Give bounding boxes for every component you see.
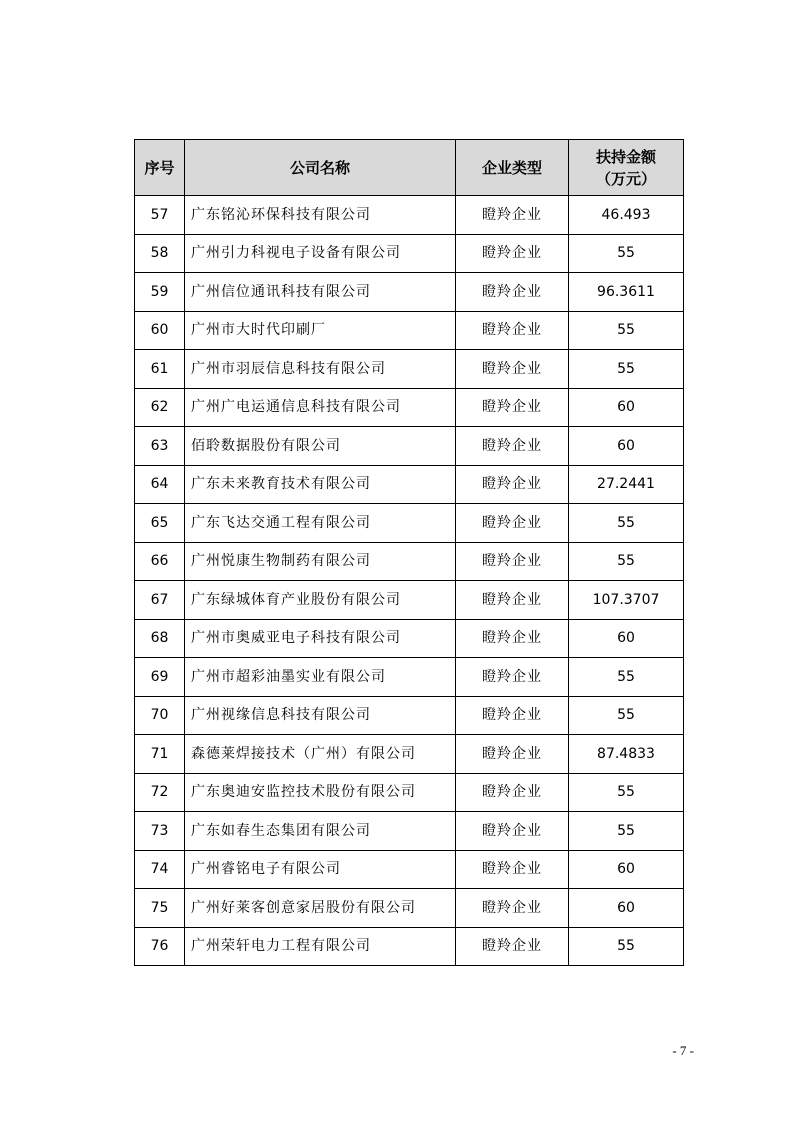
table-row xyxy=(135,388,684,427)
company-type-cell: 瞪羚企业 xyxy=(456,350,569,389)
seq-cell: 75 xyxy=(135,889,185,928)
company-type-cell: 瞪羚企业 xyxy=(456,889,569,928)
company-type-cell: 瞪羚企业 xyxy=(456,927,569,966)
table-row xyxy=(135,696,684,735)
amount-cell: 60 xyxy=(569,889,684,928)
amount-cell: 27.2441 xyxy=(569,465,684,504)
amount-cell: 55 xyxy=(569,542,684,581)
table-row xyxy=(135,927,684,966)
seq-cell: 58 xyxy=(135,234,185,273)
seq-cell: 60 xyxy=(135,311,185,350)
table-row xyxy=(135,889,684,928)
table-row xyxy=(135,542,684,581)
company-name-cell: 广州信位通讯科技有限公司 xyxy=(185,273,456,312)
table-header xyxy=(135,140,684,196)
seq-cell: 74 xyxy=(135,850,185,889)
company-name-cell: 广州广电运通信息科技有限公司 xyxy=(185,388,456,427)
company-name-cell: 广州好莱客创意家居股份有限公司 xyxy=(185,889,456,928)
amount-cell: 60 xyxy=(569,619,684,658)
seq-cell: 73 xyxy=(135,812,185,851)
company-type-cell: 瞪羚企业 xyxy=(456,542,569,581)
seq-cell: 69 xyxy=(135,658,185,697)
table-row xyxy=(135,427,684,466)
company-type-cell: 瞪羚企业 xyxy=(456,311,569,350)
amount-cell: 55 xyxy=(569,234,684,273)
header-company-name: 公司名称 xyxy=(185,140,456,196)
company-type-cell: 瞪羚企业 xyxy=(456,658,569,697)
company-name-cell: 广州荣轩电力工程有限公司 xyxy=(185,927,456,966)
table-row xyxy=(135,504,684,543)
seq-cell: 63 xyxy=(135,427,185,466)
company-type-cell: 瞪羚企业 xyxy=(456,773,569,812)
company-name-cell: 森德莱焊接技术（广州）有限公司 xyxy=(185,735,456,774)
table-row xyxy=(135,850,684,889)
company-type-cell: 瞪羚企业 xyxy=(456,465,569,504)
amount-cell: 46.493 xyxy=(569,196,684,235)
seq-cell: 66 xyxy=(135,542,185,581)
amount-cell: 60 xyxy=(569,850,684,889)
header-amount-line2: （万元） xyxy=(595,169,656,188)
company-type-cell: 瞪羚企业 xyxy=(456,273,569,312)
header-company-type: 企业类型 xyxy=(456,140,569,196)
company-type-cell: 瞪羚企业 xyxy=(456,619,569,658)
table-row xyxy=(135,735,684,774)
company-type-cell: 瞪羚企业 xyxy=(456,812,569,851)
amount-cell: 55 xyxy=(569,773,684,812)
table-row xyxy=(135,465,684,504)
seq-cell: 65 xyxy=(135,504,185,543)
company-name-cell: 广东奥迪安监控技术股份有限公司 xyxy=(185,773,456,812)
company-type-cell: 瞪羚企业 xyxy=(456,504,569,543)
company-name-cell: 广州引力科视电子设备有限公司 xyxy=(185,234,456,273)
amount-cell: 55 xyxy=(569,350,684,389)
table-row xyxy=(135,311,684,350)
header-seq: 序号 xyxy=(135,140,185,196)
company-name-cell: 广州市羽辰信息科技有限公司 xyxy=(185,350,456,389)
amount-cell: 107.3707 xyxy=(569,581,684,620)
funding-table xyxy=(134,139,684,966)
company-name-cell: 广州睿铭电子有限公司 xyxy=(185,850,456,889)
amount-cell: 55 xyxy=(569,927,684,966)
company-type-cell: 瞪羚企业 xyxy=(456,581,569,620)
seq-cell: 71 xyxy=(135,735,185,774)
table-body xyxy=(135,196,684,966)
company-name-cell: 广东铭沁环保科技有限公司 xyxy=(185,196,456,235)
company-name-cell: 广东绿城体育产业股份有限公司 xyxy=(185,581,456,620)
table-row xyxy=(135,619,684,658)
amount-cell: 87.4833 xyxy=(569,735,684,774)
table-row xyxy=(135,273,684,312)
table-header-row xyxy=(135,140,684,196)
company-type-cell: 瞪羚企业 xyxy=(456,196,569,235)
table-row xyxy=(135,773,684,812)
company-name-cell: 广东飞达交通工程有限公司 xyxy=(185,504,456,543)
company-type-cell: 瞪羚企业 xyxy=(456,850,569,889)
table-row xyxy=(135,658,684,697)
header-amount-line1: 扶持金额 xyxy=(595,147,656,166)
company-type-cell: 瞪羚企业 xyxy=(456,427,569,466)
company-type-cell: 瞪羚企业 xyxy=(456,696,569,735)
seq-cell: 70 xyxy=(135,696,185,735)
seq-cell: 76 xyxy=(135,927,185,966)
table-row xyxy=(135,350,684,389)
page-number: - 7 - xyxy=(672,1043,694,1058)
seq-cell: 57 xyxy=(135,196,185,235)
company-name-cell: 广州市大时代印刷厂 xyxy=(185,311,456,350)
amount-cell: 55 xyxy=(569,658,684,697)
company-name-cell: 广东如春生态集团有限公司 xyxy=(185,812,456,851)
header-amount xyxy=(569,140,684,196)
company-type-cell: 瞪羚企业 xyxy=(456,234,569,273)
company-name-cell: 佰聆数据股份有限公司 xyxy=(185,427,456,466)
seq-cell: 59 xyxy=(135,273,185,312)
seq-cell: 62 xyxy=(135,388,185,427)
company-name-cell: 广州视缘信息科技有限公司 xyxy=(185,696,456,735)
company-name-cell: 广州悦康生物制药有限公司 xyxy=(185,542,456,581)
seq-cell: 61 xyxy=(135,350,185,389)
company-name-cell: 广州市奥威亚电子科技有限公司 xyxy=(185,619,456,658)
amount-cell: 55 xyxy=(569,696,684,735)
company-type-cell: 瞪羚企业 xyxy=(456,735,569,774)
amount-cell: 60 xyxy=(569,427,684,466)
amount-cell: 55 xyxy=(569,812,684,851)
seq-cell: 64 xyxy=(135,465,185,504)
amount-cell: 96.3611 xyxy=(569,273,684,312)
table-row xyxy=(135,196,684,235)
amount-cell: 55 xyxy=(569,311,684,350)
company-name-cell: 广州市超彩油墨实业有限公司 xyxy=(185,658,456,697)
amount-cell: 60 xyxy=(569,388,684,427)
company-type-cell: 瞪羚企业 xyxy=(456,388,569,427)
seq-cell: 67 xyxy=(135,581,185,620)
seq-cell: 72 xyxy=(135,773,185,812)
table-row xyxy=(135,812,684,851)
table-row xyxy=(135,234,684,273)
seq-cell: 68 xyxy=(135,619,185,658)
company-name-cell: 广东未来教育技术有限公司 xyxy=(185,465,456,504)
table-row xyxy=(135,581,684,620)
amount-cell: 55 xyxy=(569,504,684,543)
